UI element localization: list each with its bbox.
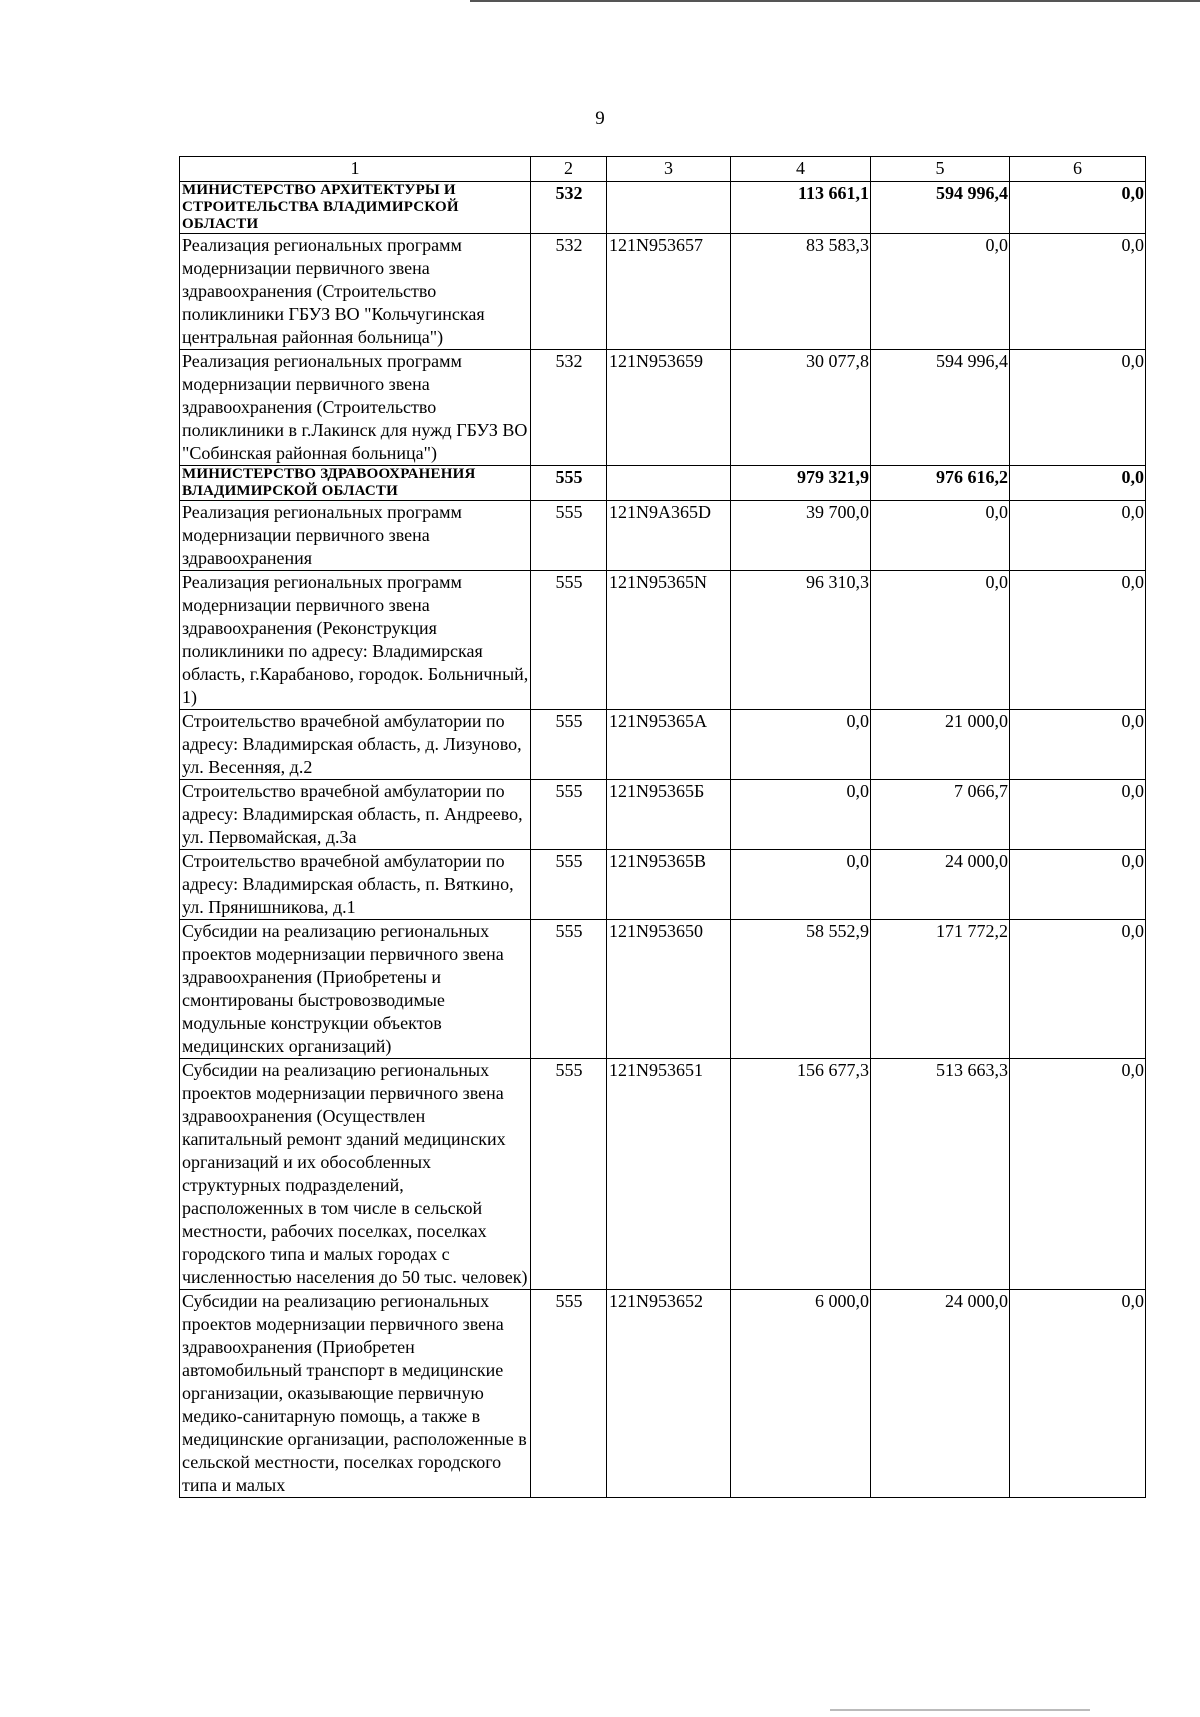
row-value-col5: 0,0 [871,571,1010,710]
row-code-cell: 121N953650 [607,920,731,1059]
row-value-col5: 21 000,0 [871,710,1010,780]
row-code-cell: 121N953651 [607,1059,731,1290]
row-name-cell: Реализация региональных программ модернизации первичного звена здравоохранения (Строительство поликлиники ГБУЗ ВО "Кольчугинская центральная районная больница") [180,234,531,350]
row-name-cell: Реализация региональных программ модернизации первичного звена здравоохранения (Строительство поликлиники в г.Лакинск для нужд ГБУЗ ВО "Собинская районная больница") [180,350,531,466]
row-gr-cell: 555 [531,1059,607,1290]
row-name-cell: Строительство врачебной амбулатории по адресу: Владимирская область, п. Андреево, ул. Первомайская, д.3а [180,780,531,850]
row-value-col6: 0,0 [1010,571,1146,710]
page-number: 9 [595,108,605,129]
row-gr-cell: 555 [531,571,607,710]
row-value-col4: 979 321,9 [731,466,871,501]
row-value-col5: 594 996,4 [871,182,1010,234]
column-header: 3 [607,157,731,182]
column-header: 2 [531,157,607,182]
column-header: 4 [731,157,871,182]
row-code-cell: 121N95365A [607,710,731,780]
row-gr-cell: 555 [531,466,607,501]
row-value-col6: 0,0 [1010,850,1146,920]
row-value-col5: 0,0 [871,501,1010,571]
row-value-col4: 0,0 [731,710,871,780]
row-value-col4: 6 000,0 [731,1290,871,1498]
row-value-col5: 513 663,3 [871,1059,1010,1290]
row-value-col6: 0,0 [1010,1290,1146,1498]
row-name-cell: Субсидии на реализацию региональных проектов модернизации первичного звена здравоохранения (Приобретен автомобильный транспорт в медицинские организации, оказывающие первичную медико-санитарную помощь, а также в медицинские организации, расположенные в сельской местности, поселках городского типа и малых [180,1290,531,1498]
row-name-cell: Субсидии на реализацию региональных проектов модернизации первичного звена здравоохранения (Приобретены и смонтированы быстровозводимые модульные конструкции объектов медицинских организаций) [180,920,531,1059]
row-code-cell: 121N95365Б [607,780,731,850]
table-row [180,571,1146,710]
row-value-col4: 30 077,8 [731,350,871,466]
table-row [180,850,1146,920]
row-value-col5: 24 000,0 [871,850,1010,920]
table-row [180,780,1146,850]
row-value-col6: 0,0 [1010,350,1146,466]
top-border-line [470,0,1200,2]
row-name-cell: МИНИСТЕРСТВО АРХИТЕКТУРЫ И СТРОИТЕЛЬСТВА ВЛАДИМИРСКОЙ ОБЛАСТИ [180,182,531,234]
ministry-row [180,466,1146,501]
row-value-col4: 96 310,3 [731,571,871,710]
row-value-col4: 0,0 [731,850,871,920]
row-value-col5: 7 066,7 [871,780,1010,850]
row-value-col4: 58 552,9 [731,920,871,1059]
row-gr-cell: 555 [531,710,607,780]
table-row [180,501,1146,571]
table-row [180,710,1146,780]
column-header: 5 [871,157,1010,182]
row-code-cell: 121N953652 [607,1290,731,1498]
row-code-cell: 121N9A365D [607,501,731,571]
row-value-col6: 0,0 [1010,1059,1146,1290]
row-gr-cell: 532 [531,182,607,234]
row-value-col5: 594 996,4 [871,350,1010,466]
row-name-cell: Реализация региональных программ модернизации первичного звена здравоохранения [180,501,531,571]
row-value-col4: 39 700,0 [731,501,871,571]
row-value-col4: 83 583,3 [731,234,871,350]
table-row [180,920,1146,1059]
budget-table [179,156,1146,1498]
row-gr-cell: 555 [531,501,607,571]
row-gr-cell: 555 [531,780,607,850]
row-name-cell: Реализация региональных программ модернизации первичного звена здравоохранения (Реконструкция поликлиники по адресу: Владимирская область, г.Карабаново, городок. Больничный, 1) [180,571,531,710]
row-name-cell: Строительство врачебной амбулатории по адресу: Владимирская область, п. Вяткино, ул. Прянишникова, д.1 [180,850,531,920]
row-code-cell: 121N95365B [607,850,731,920]
row-code-cell [607,182,731,234]
column-header: 6 [1010,157,1146,182]
column-header: 1 [180,157,531,182]
row-name-cell: МИНИСТЕРСТВО ЗДРАВООХРАНЕНИЯ ВЛАДИМИРСКОЙ ОБЛАСТИ [180,466,531,501]
row-code-cell [607,466,731,501]
row-value-col4: 113 661,1 [731,182,871,234]
row-value-col6: 0,0 [1010,501,1146,571]
row-value-col5: 171 772,2 [871,920,1010,1059]
row-gr-cell: 532 [531,350,607,466]
row-value-col5: 976 616,2 [871,466,1010,501]
row-value-col6: 0,0 [1010,710,1146,780]
row-value-col4: 156 677,3 [731,1059,871,1290]
row-value-col6: 0,0 [1010,234,1146,350]
row-value-col6: 0,0 [1010,182,1146,234]
row-value-col5: 24 000,0 [871,1290,1010,1498]
row-gr-cell: 532 [531,234,607,350]
row-code-cell: 121N953657 [607,234,731,350]
row-code-cell: 121N953659 [607,350,731,466]
ministry-row [180,182,1146,234]
row-gr-cell: 555 [531,850,607,920]
row-value-col6: 0,0 [1010,466,1146,501]
row-code-cell: 121N95365N [607,571,731,710]
table-row [180,350,1146,466]
row-value-col4: 0,0 [731,780,871,850]
bottom-scan-mark [830,1709,1090,1711]
row-name-cell: Строительство врачебной амбулатории по адресу: Владимирская область, д. Лизуново, ул. Весенняя, д.2 [180,710,531,780]
table-row [180,1290,1146,1498]
table-row [180,234,1146,350]
row-value-col5: 0,0 [871,234,1010,350]
table-row [180,1059,1146,1290]
column-number-row [180,157,1146,182]
row-value-col6: 0,0 [1010,920,1146,1059]
row-gr-cell: 555 [531,920,607,1059]
row-name-cell: Субсидии на реализацию региональных проектов модернизации первичного звена здравоохранения (Осуществлен капитальный ремонт зданий медицинских организаций и их обособленных структурных подразделений, расположенных в том числе в сельской местности, рабочих поселках, поселках городского типа и малых городах с численностью населения до 50 тыс. человек) [180,1059,531,1290]
row-gr-cell: 555 [531,1290,607,1498]
row-value-col6: 0,0 [1010,780,1146,850]
